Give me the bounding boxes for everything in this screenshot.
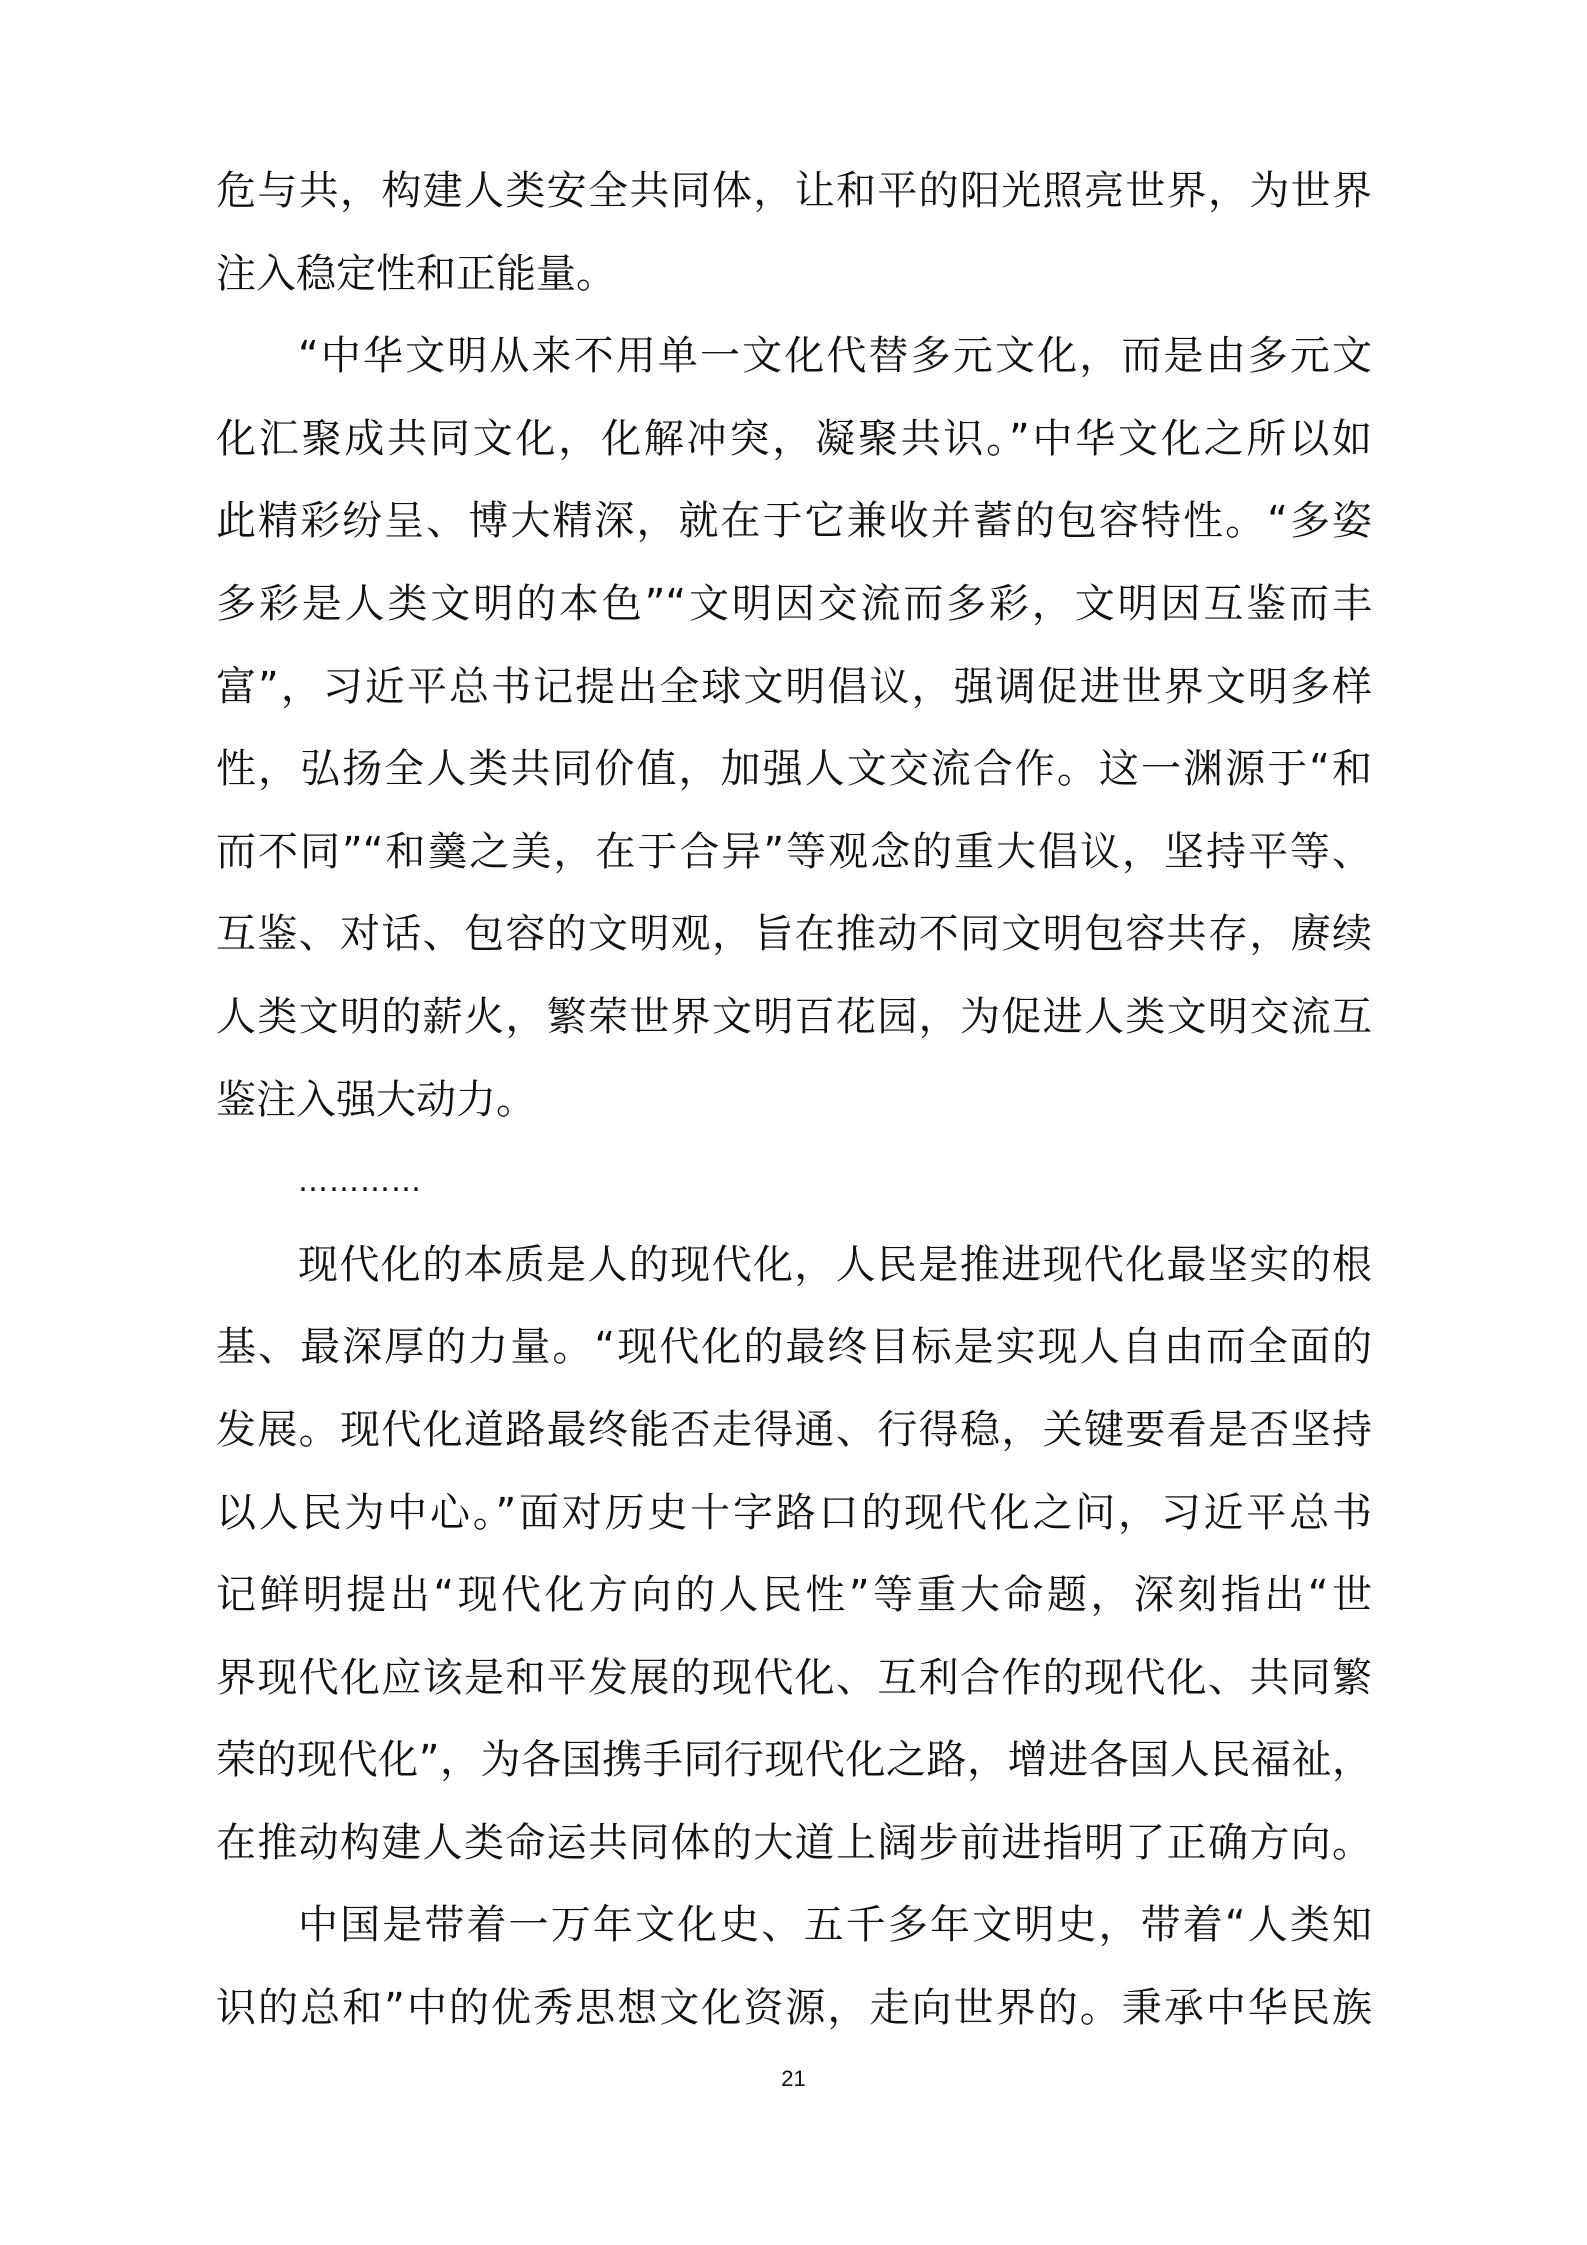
text-line: 而不同”“和羹之美，在于合异”等观念的重大倡议，坚持平等、: [216, 828, 1372, 875]
text-line: 危与共，构建人类安全共同体，让和平的阳光照亮世界，为世界: [216, 168, 1372, 214]
text-line: 富”，习近平总书记提出全球文明倡议，强调促进世界文明多样: [216, 663, 1372, 710]
text-line: 注入稳定性和正能量。: [216, 250, 616, 297]
text-line: 互鉴、对话、包容的文明观，旨在推动不同文明包容共存，赓续: [216, 911, 1372, 958]
text-line: 在推动构建人类命运共同体的大道上阔步前进指明了正确方向。: [216, 1819, 1372, 1866]
text-line: 发展。现代化道路最终能否走得通、行得稳，关键要看是否坚持: [216, 1406, 1372, 1453]
body-text: [216, 150, 1372, 2050]
text-line: “中华文明从来不用单一文化代替多元文化，而是由多元文: [298, 333, 1372, 380]
text-line: 识的总和”中的优秀思想文化资源，走向世界的。秉承中华民族: [216, 1985, 1372, 2032]
text-line: 现代化的本质是人的现代化，人民是推进现代化最坚实的根: [298, 1241, 1372, 1288]
text-line: 此精彩纷呈、博大精深，就在于它兼收并蓄的包容特性。“多姿: [216, 498, 1372, 545]
text-line: 人类文明的薪火，繁荣世界文明百花园，为促进人类文明交流互: [216, 993, 1372, 1040]
text-line: 中国是带着一万年文化史、五千多年文明史，带着“人类知: [298, 1902, 1372, 1949]
text-line: 荣的现代化”，为各国携手同行现代化之路，增进各国人民福祉，: [216, 1737, 1372, 1784]
text-line: 化汇聚成共同文化，化解冲突，凝聚共识。”中华文化之所以如: [216, 415, 1372, 462]
ellipsis-separator: …………: [298, 1164, 422, 1200]
text-line: 鉴注入强大动力。: [216, 1076, 536, 1123]
text-line: 多彩是人类文明的本色”“文明因交流而多彩，文明因互鉴而丰: [216, 580, 1372, 627]
text-line: 界现代化应该是和平发展的现代化、互利合作的现代化、共同繁: [216, 1654, 1372, 1701]
text-line: 以人民为中心。”面对历史十字路口的现代化之问，习近平总书: [216, 1489, 1372, 1536]
text-line: 记鲜明提出“现代化方向的人民性”等重大命题，深刻指出“世: [216, 1572, 1372, 1619]
page-number: 21: [781, 2066, 806, 2091]
text-line: 基、最深厚的力量。“现代化的最终目标是实现人自由而全面的: [216, 1324, 1372, 1371]
text-line: 性，弘扬全人类共同价值，加强人文交流合作。这一渊源于“和: [216, 746, 1372, 793]
